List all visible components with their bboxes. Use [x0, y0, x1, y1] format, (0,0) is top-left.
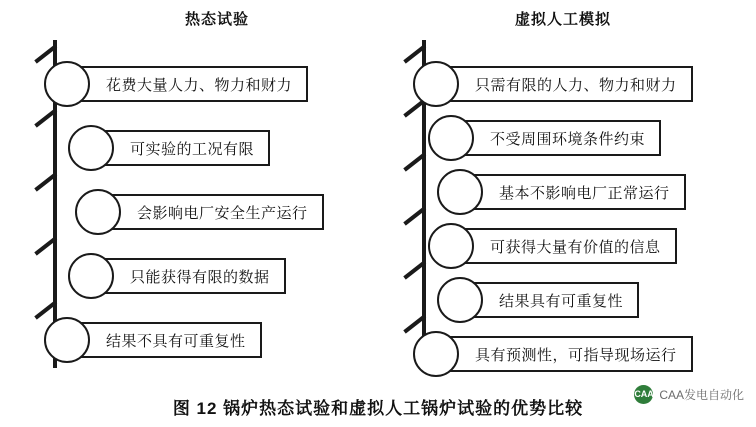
list-item	[44, 317, 262, 363]
watermark	[634, 385, 744, 404]
list-item-label: 可实验的工况有限	[102, 130, 270, 166]
list-item-label: 具有预测性，可指导现场运行	[447, 336, 693, 372]
list-item	[44, 61, 308, 107]
bullet-circle	[437, 277, 483, 323]
list-item	[413, 61, 693, 107]
bullet-circle	[437, 169, 483, 215]
watermark-label: CAA发电自动化	[659, 388, 744, 402]
list-item	[68, 125, 270, 171]
bullet-circle	[68, 125, 114, 171]
list-item	[68, 253, 286, 299]
bullet-circle	[428, 223, 474, 269]
list-item	[75, 189, 324, 235]
column-title-left: 热态试验	[185, 11, 250, 28]
list-item-label: 会影响电厂安全生产运行	[109, 194, 324, 230]
column-title-right: 虚拟人工模拟	[515, 11, 612, 28]
list-item-label: 基本不影响电厂正常运行	[471, 174, 686, 210]
list-item-label: 结果具有可重复性	[471, 282, 639, 318]
list-item	[428, 115, 661, 161]
bullet-circle	[413, 331, 459, 377]
bullet-circle	[68, 253, 114, 299]
bullet-circle	[75, 189, 121, 235]
bullet-circle	[413, 61, 459, 107]
bullet-circle	[44, 61, 90, 107]
list-item-label: 花费大量人力、物力和财力	[78, 66, 308, 102]
figure-caption: 图 12 锅炉热态试验和虚拟人工锅炉试验的优势比较	[172, 399, 584, 418]
list-item-label: 结果不具有可重复性	[78, 322, 262, 358]
list-item-label: 只需有限的人力、物力和财力	[447, 66, 693, 102]
bullet-circle	[44, 317, 90, 363]
list-item-label: 不受周围环境条件约束	[462, 120, 661, 156]
list-item-label: 只能获得有限的数据	[102, 258, 286, 294]
list-item	[437, 169, 686, 215]
bullet-circle	[428, 115, 474, 161]
caa-logo-icon: CAA	[634, 385, 653, 404]
list-item-label: 可获得大量有价值的信息	[462, 228, 677, 264]
list-item	[413, 331, 693, 377]
list-item	[437, 277, 639, 323]
list-item	[428, 223, 677, 269]
